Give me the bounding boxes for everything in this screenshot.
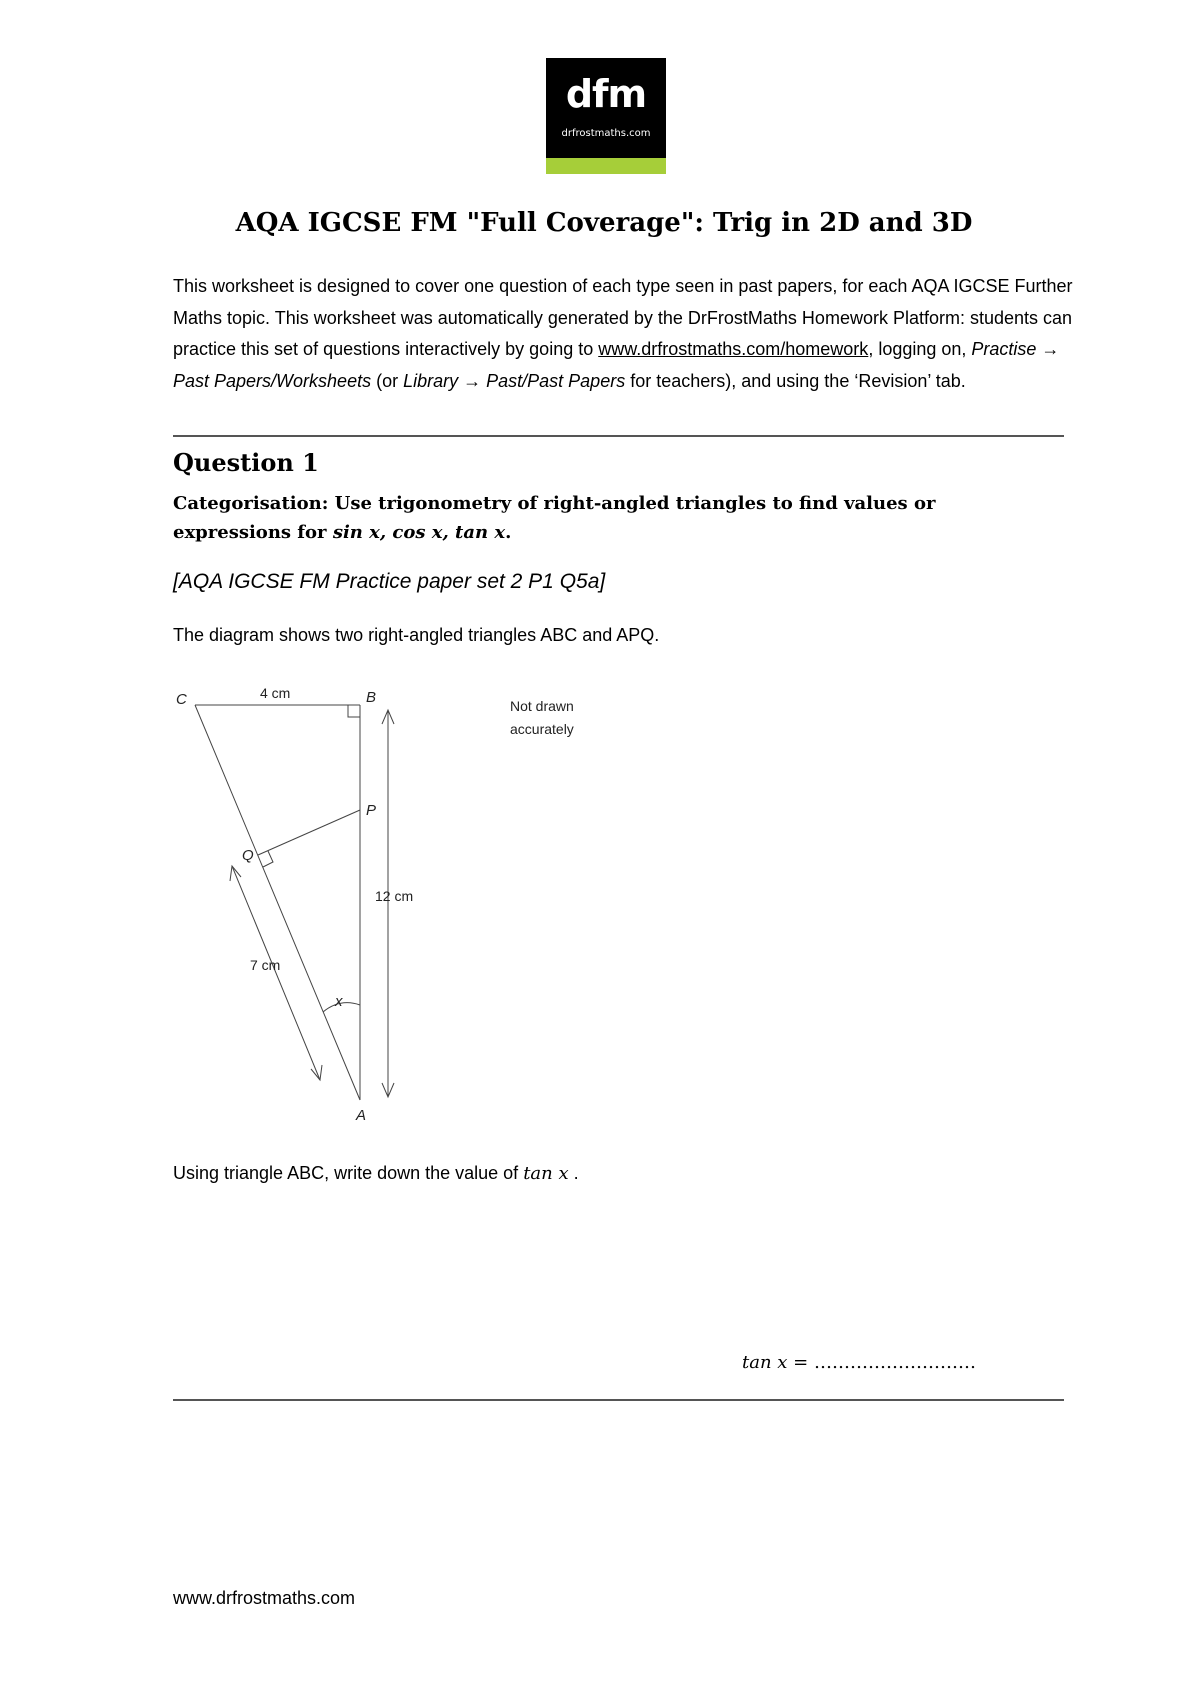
label-q: Q: [242, 847, 254, 864]
intro-path-teacher: Library → Past/Past Papers: [403, 370, 626, 391]
answer-line[interactable]: [742, 1352, 976, 1373]
footer-url[interactable]: www.drfrostmaths.com: [173, 1588, 356, 1608]
divider-top: [173, 435, 1064, 437]
logo-accent-bar: [546, 158, 666, 174]
right-angle-b-icon: [348, 705, 360, 717]
ask-text: Using triangle ABC, write down the value of: [173, 1163, 524, 1183]
intro-text-1: This worksheet is designed to cover one question of each type seen in past papers, for each AQA IGCSE Further Maths topic. This worksheet was automatically generated by the DrFrostMaths Homework Platform: students can practice this set of questions interactively by going to: [173, 276, 1073, 359]
note-line-2: accurately: [510, 721, 574, 737]
question-heading: Question 1: [173, 448, 319, 477]
label-b: B: [366, 689, 377, 706]
question-prompt: The diagram shows two right-angled triangles ABC and APQ.: [173, 625, 660, 645]
answer-math: tan x =: [742, 1352, 809, 1373]
intro-text-3: (or: [371, 370, 404, 391]
intro-text-4: for teachers), and using the ‘Revision’ tab.: [625, 370, 966, 391]
ask-suffix: .: [568, 1163, 579, 1183]
note-line-1: Not drawn: [510, 698, 574, 714]
label-a: A: [356, 1107, 367, 1124]
logo-text: dfm: [565, 72, 647, 116]
logo-url: drfrostmaths.com: [561, 128, 651, 139]
label-angle-x: x: [335, 993, 343, 1010]
categorisation: [173, 489, 1053, 547]
label-aq-length: 7 cm: [250, 957, 281, 973]
triangle-diagram: [170, 680, 610, 1140]
categorisation-math: sin x, cos x, tan x: [332, 522, 506, 543]
categorisation-suffix: .: [505, 522, 512, 543]
intro-text-2: , logging on,: [868, 339, 972, 359]
label-c: C: [176, 691, 187, 708]
label-p: P: [366, 802, 377, 819]
homework-link[interactable]: www.drfrostmaths.com/homework: [598, 339, 869, 359]
dfm-logo: [546, 58, 666, 174]
label-cb-length: 4 cm: [260, 685, 291, 701]
question-source: [AQA IGCSE FM Practice paper set 2 P1 Q5a]: [173, 570, 606, 593]
right-angle-q-icon: [263, 851, 273, 867]
intro-paragraph: [173, 271, 1073, 397]
label-ab-length: 12 cm: [375, 888, 414, 904]
segment-pq: [258, 810, 360, 855]
divider-bottom: [173, 1399, 1064, 1401]
intro-path-student: Practise → Past Papers/Worksheets: [173, 339, 1060, 391]
ask-math: tan x: [523, 1163, 569, 1184]
categorisation-text: Categorisation: Use trigonometry of right-angled triangles to find values or expressions for: [173, 493, 936, 543]
side-ca: [195, 705, 360, 1100]
worksheet-title: AQA IGCSE FM "Full Coverage": Trig in 2D and 3D: [235, 208, 973, 238]
question-ask: [173, 1163, 579, 1184]
answer-dots[interactable]: ………………………: [808, 1352, 976, 1373]
